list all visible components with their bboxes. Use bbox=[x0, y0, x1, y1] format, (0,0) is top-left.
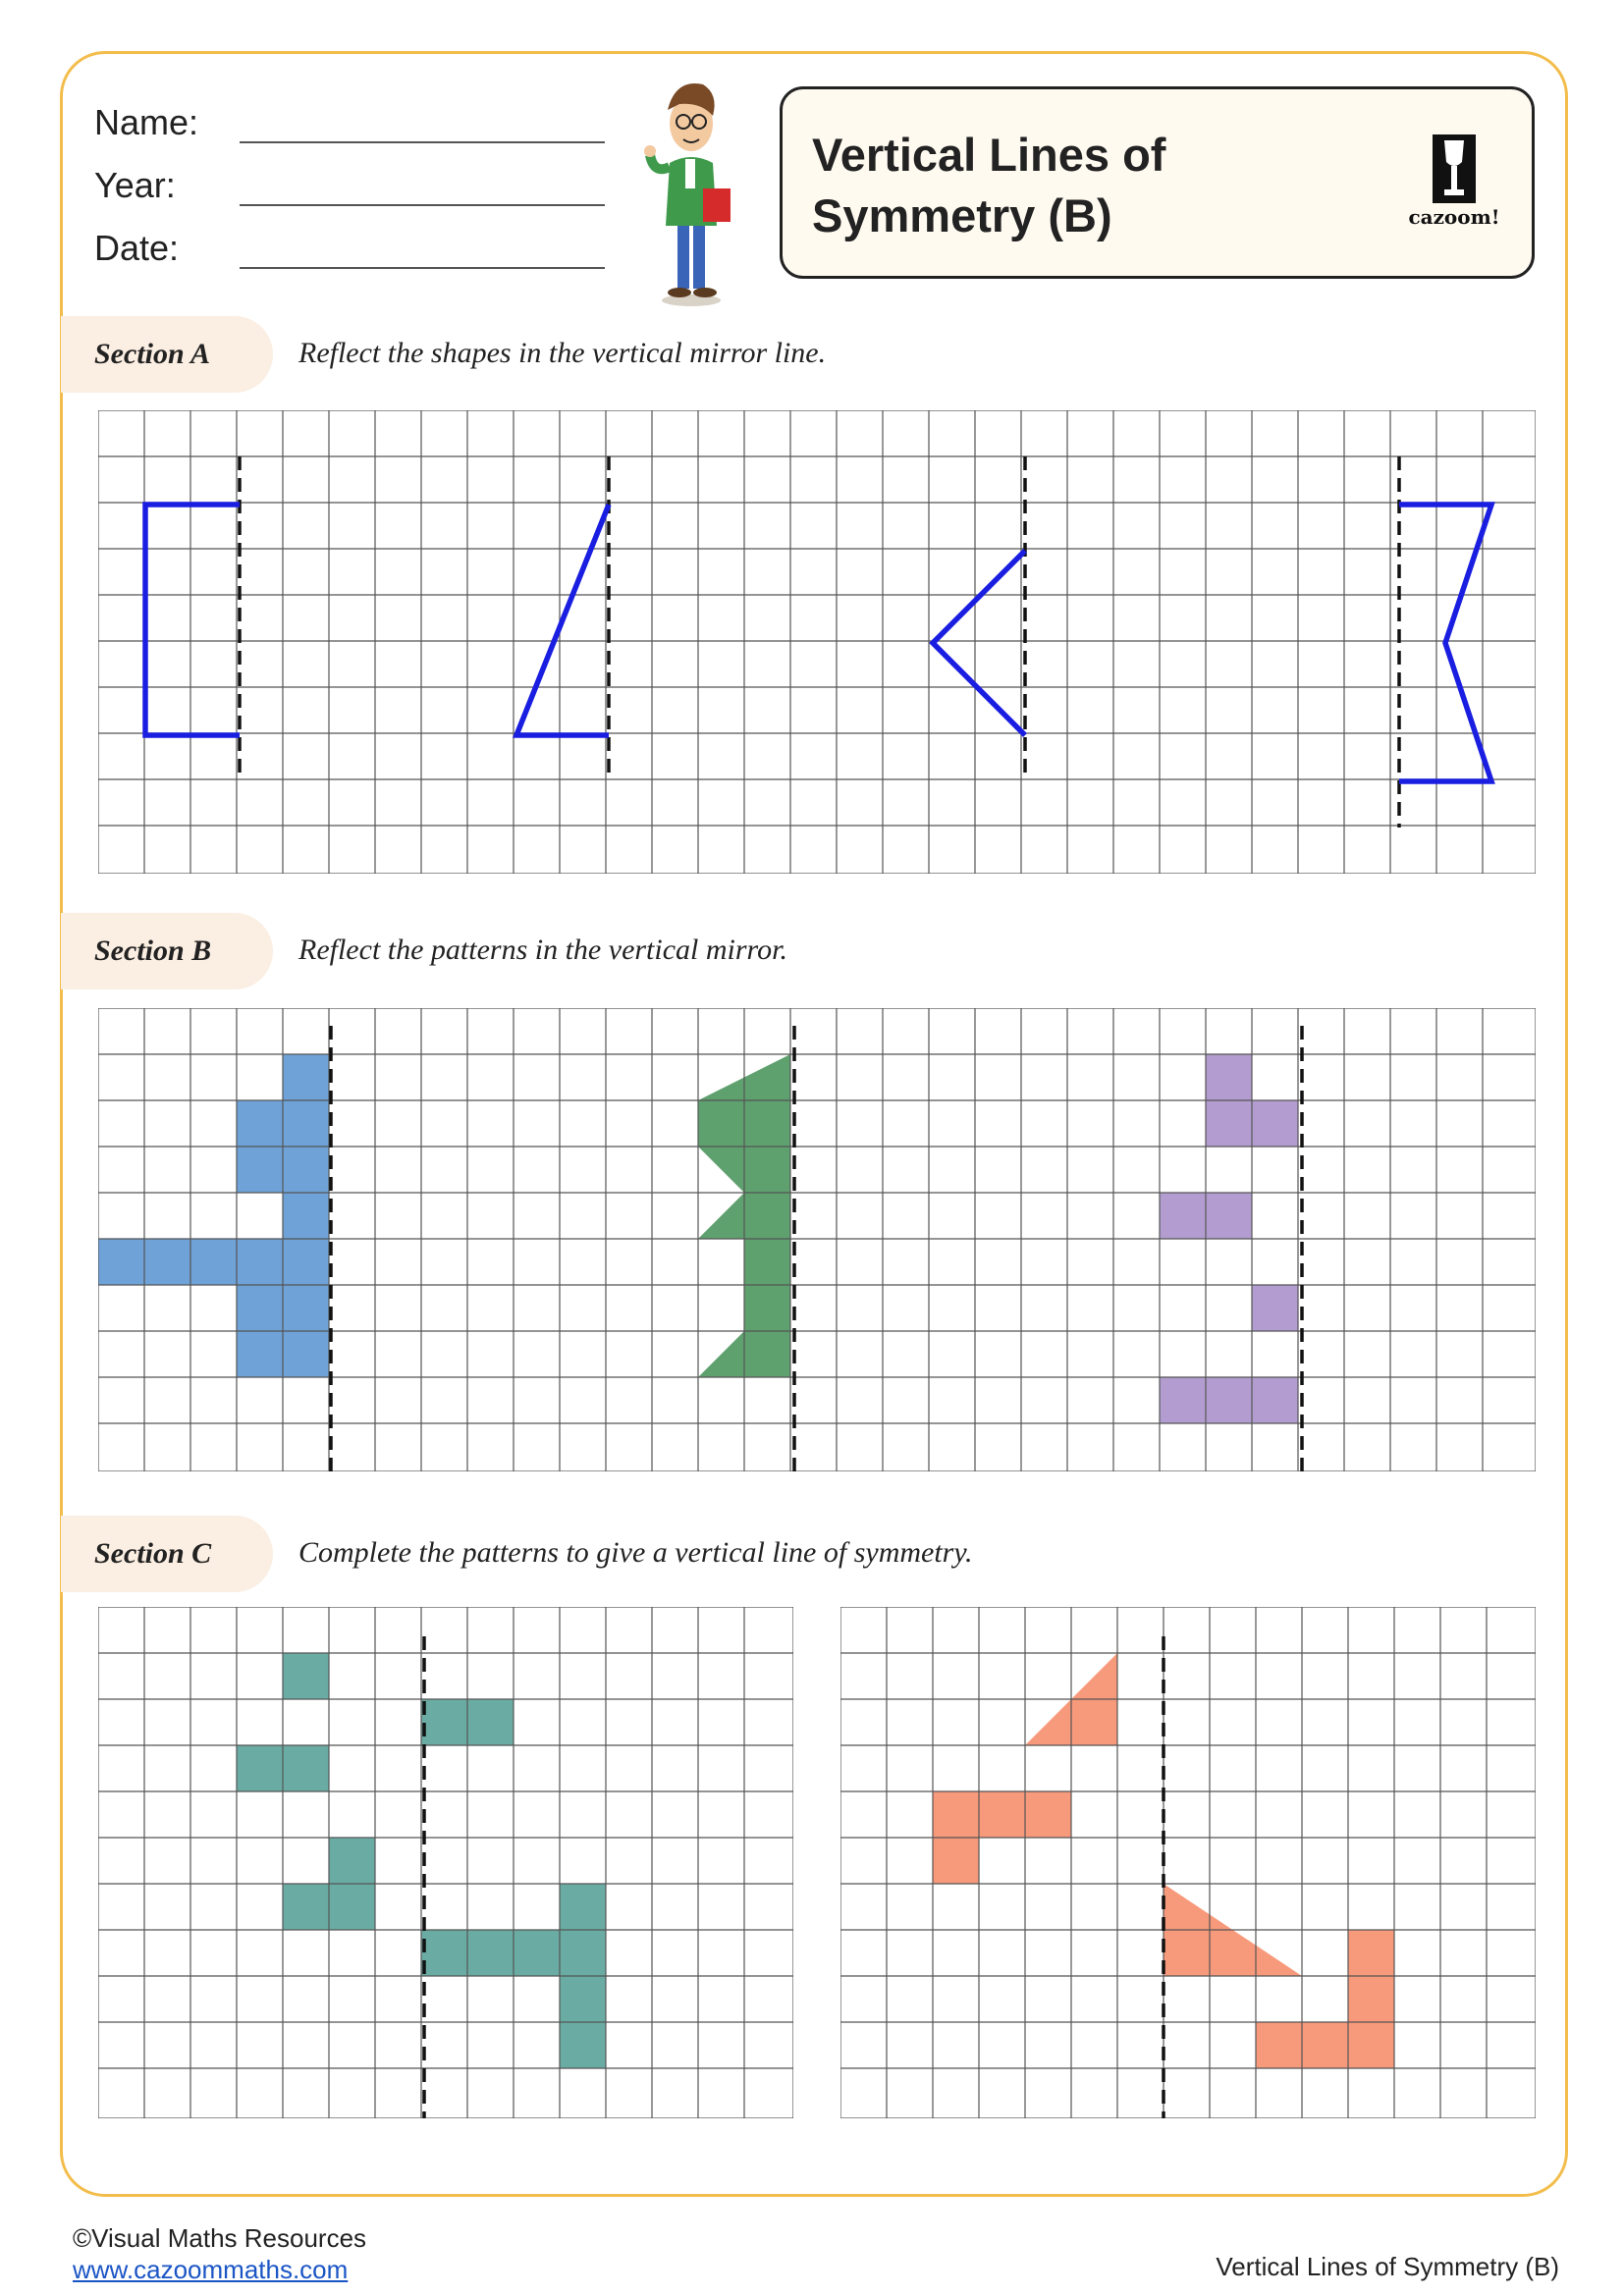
footer-credits bbox=[73, 2222, 366, 2285]
section-c-grid-right[interactable] bbox=[840, 1607, 1536, 2118]
section-b-grid[interactable] bbox=[98, 1008, 1536, 1471]
year-line[interactable] bbox=[240, 204, 605, 206]
shape-a3 bbox=[933, 551, 1025, 735]
title-box bbox=[780, 86, 1535, 279]
footer-page-title: Vertical Lines of Symmetry (B) bbox=[1216, 2252, 1559, 2281]
shape-a2 bbox=[516, 505, 609, 735]
page-title bbox=[812, 125, 1165, 246]
blue-pattern bbox=[98, 1054, 329, 1377]
section-a-grid[interactable] bbox=[98, 410, 1536, 874]
website-link[interactable]: www.cazoommaths.com bbox=[73, 2255, 349, 2284]
section-b-instruction: Reflect the patterns in the vertical mirror. bbox=[298, 934, 787, 966]
section-c-instruction: Complete the patterns to give a vertical line of symmetry. bbox=[298, 1536, 973, 1569]
date-label: Date: bbox=[94, 228, 180, 268]
section-a-tab bbox=[61, 316, 273, 393]
section-c-tab bbox=[61, 1516, 273, 1592]
section-c-grid-left[interactable] bbox=[98, 1607, 793, 2118]
logo-wordmark: cazoom! bbox=[1408, 205, 1500, 229]
section-a-instruction: Reflect the shapes in the vertical mirror line. bbox=[298, 337, 827, 369]
name-label: Name: bbox=[94, 102, 199, 142]
copyright-text: ©Visual Maths Resources bbox=[73, 2223, 367, 2253]
title-line-1: Vertical Lines of bbox=[812, 129, 1166, 181]
title-line-2: Symmetry (B) bbox=[812, 189, 1112, 241]
section-b-label: Section B bbox=[94, 934, 212, 967]
section-b-tab bbox=[61, 913, 273, 989]
shape-a4 bbox=[1399, 505, 1491, 781]
cazoom-glass-icon bbox=[1433, 134, 1476, 203]
teacher-cartoon-icon bbox=[640, 73, 748, 308]
date-line[interactable] bbox=[240, 267, 605, 269]
section-a-label: Section A bbox=[94, 338, 211, 370]
name-line[interactable] bbox=[240, 141, 605, 143]
cazoom-logo bbox=[1400, 134, 1508, 242]
shape-a1 bbox=[145, 505, 240, 735]
year-label: Year: bbox=[94, 165, 176, 205]
section-c-label: Section C bbox=[94, 1537, 212, 1570]
